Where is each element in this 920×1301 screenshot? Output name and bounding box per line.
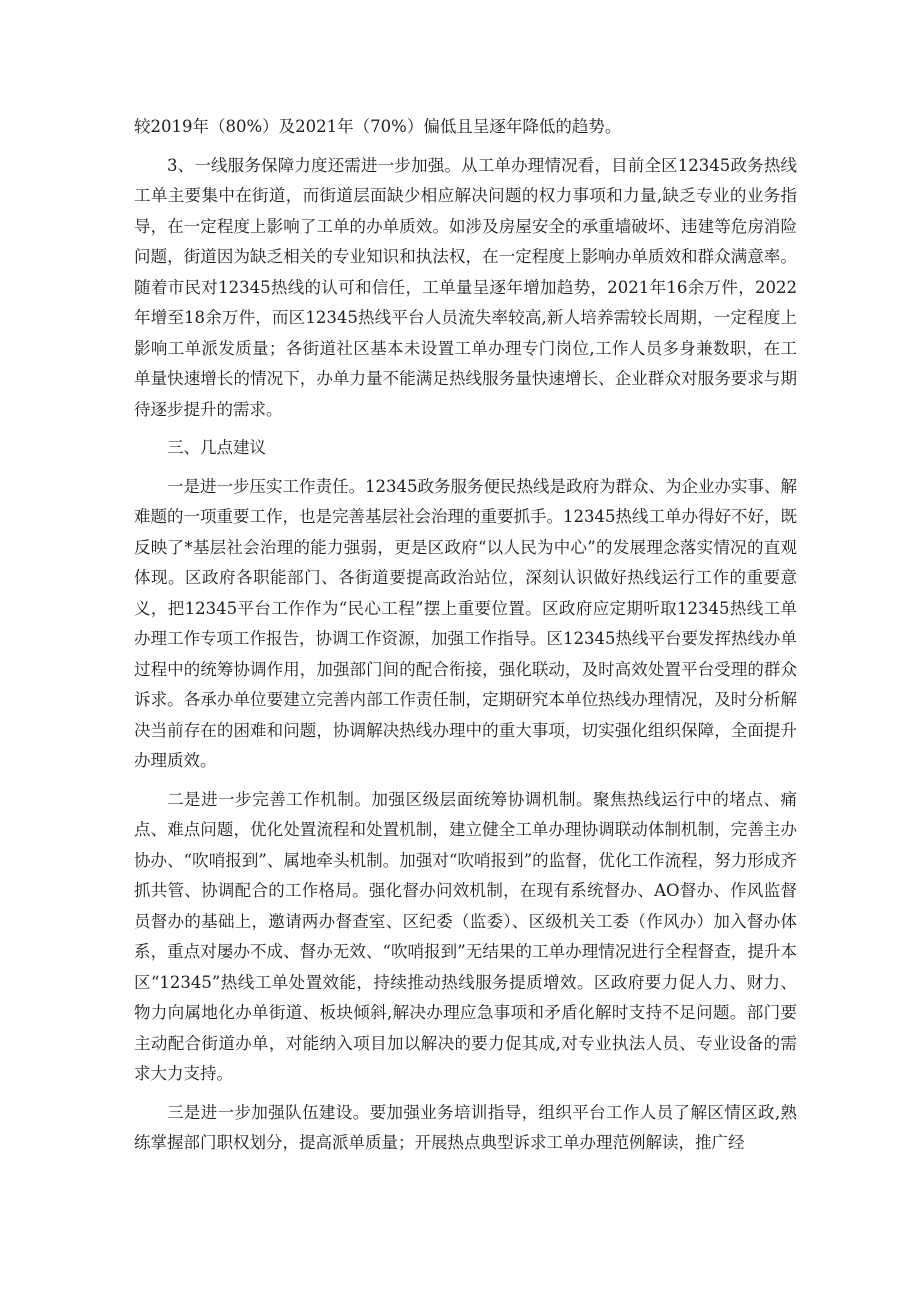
document-body bbox=[134, 112, 797, 1159]
paragraph-suggestion-2: 二是进一步完善工作机制。加强区级层面统筹协调机制。聚焦热线运行中的堵点、痛点、难点问题，优化处置流程和处置机制，建立健全工单办理协调联动体制机制，完善主办协办、“吹哨报到”、属地牵头机制。加强对“吹哨报到”的监督，优化工作流程，努力形成齐抓共管、协调配合的工作格局。强化督办问效机制，在现有系统督办、AO督办、作风监督员督办的基础上，邀请两办督查室、区纪委（监委）、区级机关工委（作风办）加入督办体系，重点对屡办不成、督办无效、“吹哨报到”无结果的工单办理情况进行全程督查，提升本区“12345”热线工单处置效能，持续推动热线服务提质增效。区政府要力促人力、财力、物力向属地化办单街道、板块倾斜,解决办理应急事项和矛盾化解时支持不足问题。部门要主动配合街道办单，对能纳入项目加以解决的要力促其成,对专业执法人员、专业设备的需求大力支持。 bbox=[134, 789, 797, 1083]
paragraph-suggestion-3: 三是进一步加强队伍建设。要加强业务培训指导，组织平台工作人员了解区情区政,熟练掌握部门职权划分，提高派单质量；开展热点典型诉求工单办理范例解读，推广经 bbox=[134, 1102, 797, 1152]
paragraph-point-3: 3、一线服务保障力度还需进一步加强。从工单办理情况看，目前全区12345政务热线工单主要集中在街道，而街道层面缺少相应解决问题的权力事项和力量,缺乏专业的业务指导，在一定程度上影响了工单的办单质效。如涉及房屋安全的承重墙破坏、违建等危房消险问题，街道因为缺乏相关的专业知识和执法权，在一定程度上影响办单质效和群众满意率。随着市民对12345热线的认可和信任，工单量呈逐年增加趋势，2021年16余万件，2022年增至18余万件，而区12345热线平台人员流失率较高,新人培养需较长周期，一定程度上影响工单派发质量；各街道社区基本未设置工单办理专门岗位,工作人员多身兼数职，在工单量快速增长的情况下，办单力量不能满足热线服务量快速增长、企业群众对服务要求与期待逐步提升的需求。 bbox=[134, 155, 797, 419]
paragraph-continuation: 较2019年（80%）及2021年（70%）偏低且呈逐年降低的趋势。 bbox=[134, 117, 622, 136]
section-heading-suggestions: 三、几点建议 bbox=[167, 438, 266, 457]
paragraph-suggestion-1: 一是进一步压实工作责任。12345政务服务便民热线是政府为群众、为企业办实事、解难题的一项重要工作，也是完善基层社会治理的重要抓手。12345热线工单办得好不好，既反映了*基层社会治理的能力强弱，更是区政府“以人民为中心”的发展理念落实情况的直观体现。区政府各职能部门、各街道要提高政治站位，深刻认识做好热线运行工作的重要意义，把12345平台工作作为“民心工程”摆上重要位置。区政府应定期听取12345热线工单办理工作专项工作报告，协调工作资源，加强工作指导。区12345热线平台要发挥热线办单过程中的统筹协调作用，加强部门间的配合衔接，强化联动，及时高效处置平台受理的群众诉求。各承办单位要建立完善内部工作责任制，定期研究本单位热线办理情况，及时分析解决当前存在的困难和问题，协调解决热线办理中的重大事项，切实强化组织保障，全面提升办理质效。 bbox=[134, 476, 797, 770]
